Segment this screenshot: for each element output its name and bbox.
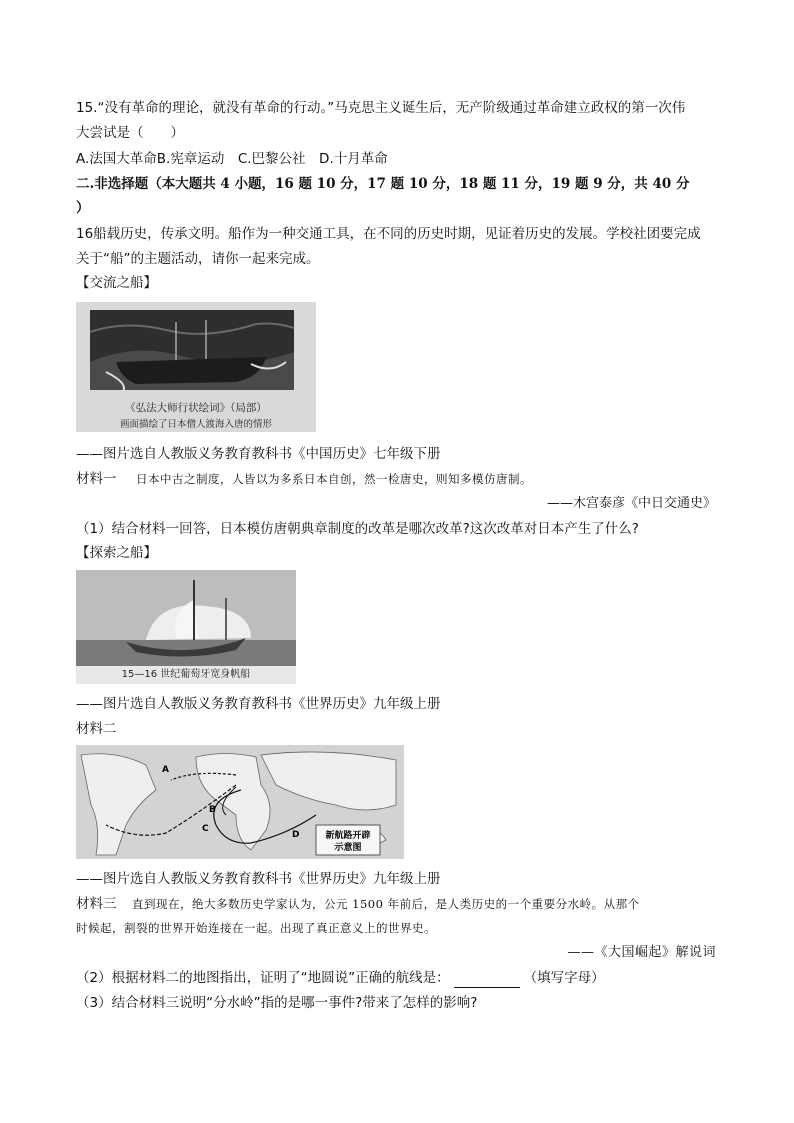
material2-label: 材料二: [76, 721, 117, 737]
answer-blank[interactable]: [454, 973, 520, 988]
image2-caption: 15—16 世纪葡萄牙宽身帆船: [76, 666, 296, 684]
map-label-b: B: [209, 805, 216, 815]
world-map-illustration: [76, 745, 404, 859]
image1-caption-title: 《弘法大师行状绘词》（局部）: [125, 402, 267, 414]
material1-source: ——木宫泰彦《中日交通史》: [546, 496, 716, 511]
section2-heading-line1: 二.非选择题（本大题共 4 小题，16 题 10 分，17 题 10 分，18 题 11 分，19 题 9 分，共 40 分: [76, 176, 690, 192]
material3-source: ——《大国崛起》解说词: [567, 945, 716, 960]
image2-source: ——图片选自人教版义务教育教科书《世界历史》九年级上册: [76, 696, 441, 712]
question2-hint: （填写字母）: [523, 970, 605, 986]
q16-intro-line2: 关于“船”的主题活动，请你一起来完成。: [76, 251, 320, 267]
q15-options: A.法国大革命B.宪章运动 C.巴黎公社 D.十月革命: [76, 151, 388, 167]
material3-line2: 时候起，割裂的世界开始连接在一起。出现了真正意义上的世界史。: [76, 921, 436, 935]
image1-source: ——图片选自人教版义务教育教科书《中国历史》七年级下册: [76, 446, 441, 462]
new-sea-routes-map: [76, 745, 404, 859]
map-title-line2: 示意图: [334, 843, 362, 853]
material3-label: 材料三: [76, 896, 117, 912]
portuguese-ship-image: [76, 570, 296, 684]
material1-label: 材料一: [76, 471, 117, 487]
map-label-a: A: [162, 765, 169, 775]
section-exchange-ship: 【交流之船】: [76, 275, 157, 291]
q15-stem-line2: 大尝试是（ ）: [76, 125, 184, 141]
section2-heading-line2: ）: [76, 200, 90, 216]
material3-line1: 直到现在，绝大多数历史学家认为，公元 1500 年前后，是人类历史的一个重要分水岭。从那个: [132, 897, 640, 911]
kobo-daishi-scroll-image: [76, 302, 316, 432]
material1-text: 日本中古之制度，人皆以为多系日本自创，然一检唐史，则知多模仿唐制。: [136, 472, 532, 486]
map-title-line1: 新航路开辟: [325, 831, 371, 841]
image1-caption-desc: 画面描绘了日本僧人渡海入唐的情形: [119, 419, 272, 430]
image3-source: ——图片选自人教版义务教育教科书《世界历史》九年级上册: [76, 871, 441, 887]
map-label-d: D: [292, 830, 300, 840]
q16-question1: （1）结合材料一回答，日本模仿唐朝典章制度的改革是哪次改革?这次改革对日本产生了什么?: [76, 521, 639, 537]
q16-question3: （3）结合材料三说明“分水岭”指的是哪一事件?带来了怎样的影响?: [76, 995, 478, 1011]
section-explore-ship: 【探索之船】: [76, 545, 157, 561]
map-label-c: C: [202, 824, 209, 834]
q16-intro-line1: 16船载历史，传承文明。船作为一种交通工具，在不同的历史时期，见证着历史的发展。学校社团要完成: [76, 226, 701, 242]
caravel-illustration: [76, 570, 296, 666]
q16-question2: [76, 968, 605, 988]
question2-text: （2）根据材料二的地图指出，证明了“地圆说”正确的航线是：: [76, 970, 450, 986]
q15-stem-line1: 15.“没有革命的理论，就没有革命的行动。”马克思主义诞生后，无产阶级通过革命建立政权的第一次伟: [76, 100, 686, 116]
